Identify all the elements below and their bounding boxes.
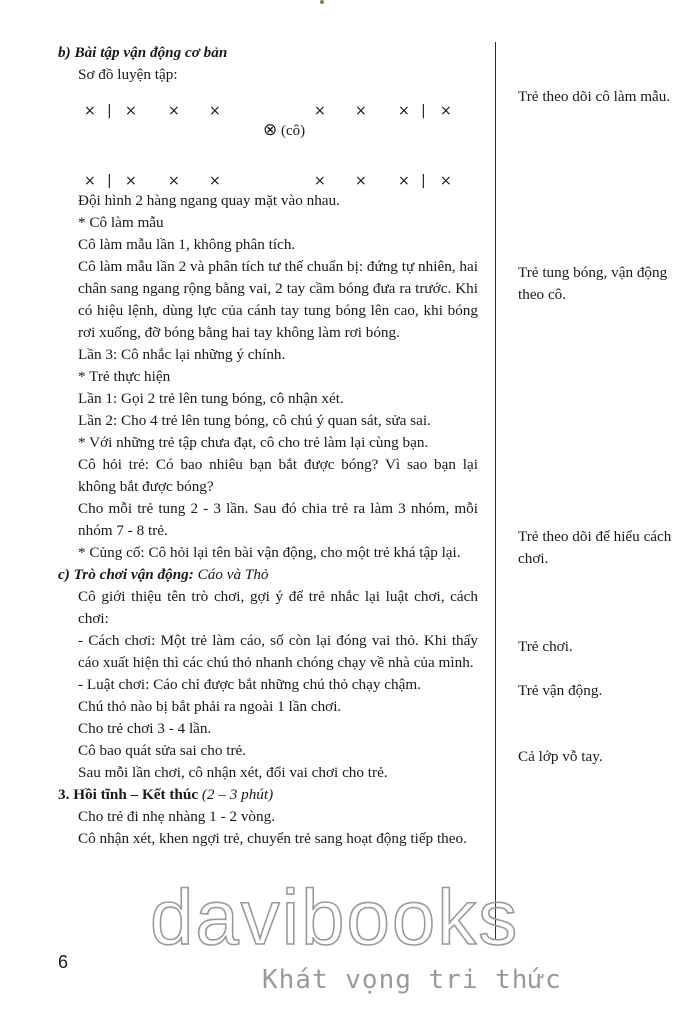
main-column: [58, 42, 478, 850]
diagram-title: Sơ đồ luyện tập:: [78, 66, 178, 83]
child-mark: ×: [84, 173, 96, 189]
note: [518, 262, 686, 306]
note-text: Cả lớp vỗ tay.: [518, 748, 603, 765]
paragraph: * Với những trẻ tập chưa đạt, cô cho trẻ làm lại cùng bạn.: [78, 434, 429, 451]
paragraph: Cô làm mẫu lần 2 và phân tích tư thế chuẩn bị: đứng tự nhiên, hai chân sang ngang rộng bằng vai, 2 tay cầm bóng đưa ra trước. Khi có hiệu lệnh, dùng lực của cánh tay tung bóng lên cao, khi bóng rơi xuống, đỡ bóng bằng hai tay không làm rơi bóng.: [78, 258, 478, 341]
paragraph: Cô nhận xét, khen ngợi trẻ, chuyển trẻ sang hoạt động tiếp theo.: [78, 830, 467, 847]
paragraph: Cô giới thiệu tên trò chơi, gợi ý để trẻ nhắc lại luật chơi, cách chơi:: [78, 588, 478, 627]
coach-label: (cô): [281, 123, 306, 139]
row-bar: |: [107, 173, 112, 189]
coach-position: [263, 119, 305, 142]
paragraph: Lần 1: Gọi 2 trẻ lên tung bóng, cô nhận xét.: [78, 390, 344, 407]
game-name: Cáo và Thỏ: [193, 566, 269, 583]
child-mark: ×: [440, 103, 452, 119]
child-mark: ×: [125, 103, 137, 119]
paragraph: * Trẻ thực hiện: [78, 368, 171, 385]
child-mark: ×: [355, 173, 367, 189]
section-c-heading: [58, 564, 478, 586]
row-bar: |: [107, 103, 112, 119]
section-c-prefix: c) Trò chơi vận động:: [58, 566, 194, 583]
practice-diagram: [58, 86, 478, 190]
section-3-title: 3. Hồi tĩnh – Kết thúc: [58, 786, 199, 803]
child-mark: ×: [209, 103, 221, 119]
section-b-heading: b) Bài tập vận động cơ bản: [58, 44, 228, 61]
child-mark: ×: [168, 173, 180, 189]
note-text: Trẻ theo dõi để hiểu cách chơi.: [518, 528, 672, 567]
paragraph: Chú thỏ nào bị bắt phải ra ngoài 1 lần chơi.: [78, 698, 342, 715]
child-mark: ×: [398, 173, 410, 189]
section-3-heading: [58, 784, 478, 806]
child-mark: ×: [440, 173, 452, 189]
paragraph: Cho mỗi trẻ tung 2 - 3 lần. Sau đó chia trẻ ra làm 3 nhóm, mỗi nhóm 7 - 8 trẻ.: [78, 500, 478, 539]
child-mark: ×: [209, 173, 221, 189]
paragraph: Cho trẻ đi nhẹ nhàng 1 - 2 vòng.: [78, 808, 275, 825]
child-mark: ×: [314, 103, 326, 119]
note-text: Trẻ theo dõi cô làm mẫu.: [518, 88, 671, 105]
coach-icon: ⊗: [263, 120, 278, 140]
child-mark: ×: [168, 103, 180, 119]
watermark-slogan: Khát vọng tri thức: [262, 965, 562, 995]
note: [518, 86, 686, 108]
row-bar: |: [421, 103, 426, 119]
child-mark: ×: [398, 103, 410, 119]
paragraph: Cô hỏi trẻ: Có bao nhiêu bạn bắt được bóng? Vì sao bạn lại không bắt được bóng?: [78, 456, 478, 495]
note: [518, 636, 686, 658]
note-text: Trẻ chơi.: [518, 638, 573, 655]
paragraph: Cho trẻ chơi 3 - 4 lần.: [78, 720, 212, 737]
diagram-row-bottom: [78, 170, 468, 192]
paragraph: Lần 2: Cho 4 trẻ lên tung bóng, cô chú ý quan sát, sửa sai.: [78, 412, 431, 429]
paragraph: Cô làm mẫu lần 1, không phân tích.: [78, 236, 296, 253]
child-mark: ×: [314, 173, 326, 189]
note-text: Trẻ vận động.: [518, 682, 603, 699]
page-number: 6: [58, 952, 69, 972]
top-mark: [320, 0, 324, 4]
child-mark: ×: [84, 103, 96, 119]
row-bar: |: [421, 173, 426, 189]
paragraph: - Luật chơi: Cáo chỉ được bắt những chú thỏ chạy chậm.: [78, 676, 421, 693]
note: [518, 526, 686, 570]
note: [518, 680, 686, 702]
note-text: Trẻ tung bóng, vận động theo cô.: [518, 264, 668, 303]
watermark-brand: davibooks: [150, 873, 520, 961]
section-3-time: (2 – 3 phút): [198, 786, 274, 803]
paragraph: - Cách chơi: Một trẻ làm cáo, số còn lại đóng vai thỏ. Khi thấy cáo xuất hiện thì các chú thỏ nhanh chóng chạy về nhà của mình.: [78, 632, 478, 671]
paragraph: * Cô làm mẫu: [78, 214, 164, 231]
paragraph: Lần 3: Cô nhắc lại những ý chính.: [78, 346, 286, 363]
paragraph: Sau mỗi lần chơi, cô nhận xét, đổi vai chơi cho trẻ.: [78, 764, 388, 781]
note: [518, 746, 686, 768]
child-mark: ×: [355, 103, 367, 119]
paragraph: * Củng cố: Cô hỏi lại tên bài vận động, cho một trẻ khá tập lại.: [78, 544, 461, 561]
paragraph: Đội hình 2 hàng ngang quay mặt vào nhau.: [78, 192, 340, 209]
column-divider: [495, 42, 496, 940]
child-mark: ×: [125, 173, 137, 189]
paragraph: Cô bao quát sửa sai cho trẻ.: [78, 742, 247, 759]
